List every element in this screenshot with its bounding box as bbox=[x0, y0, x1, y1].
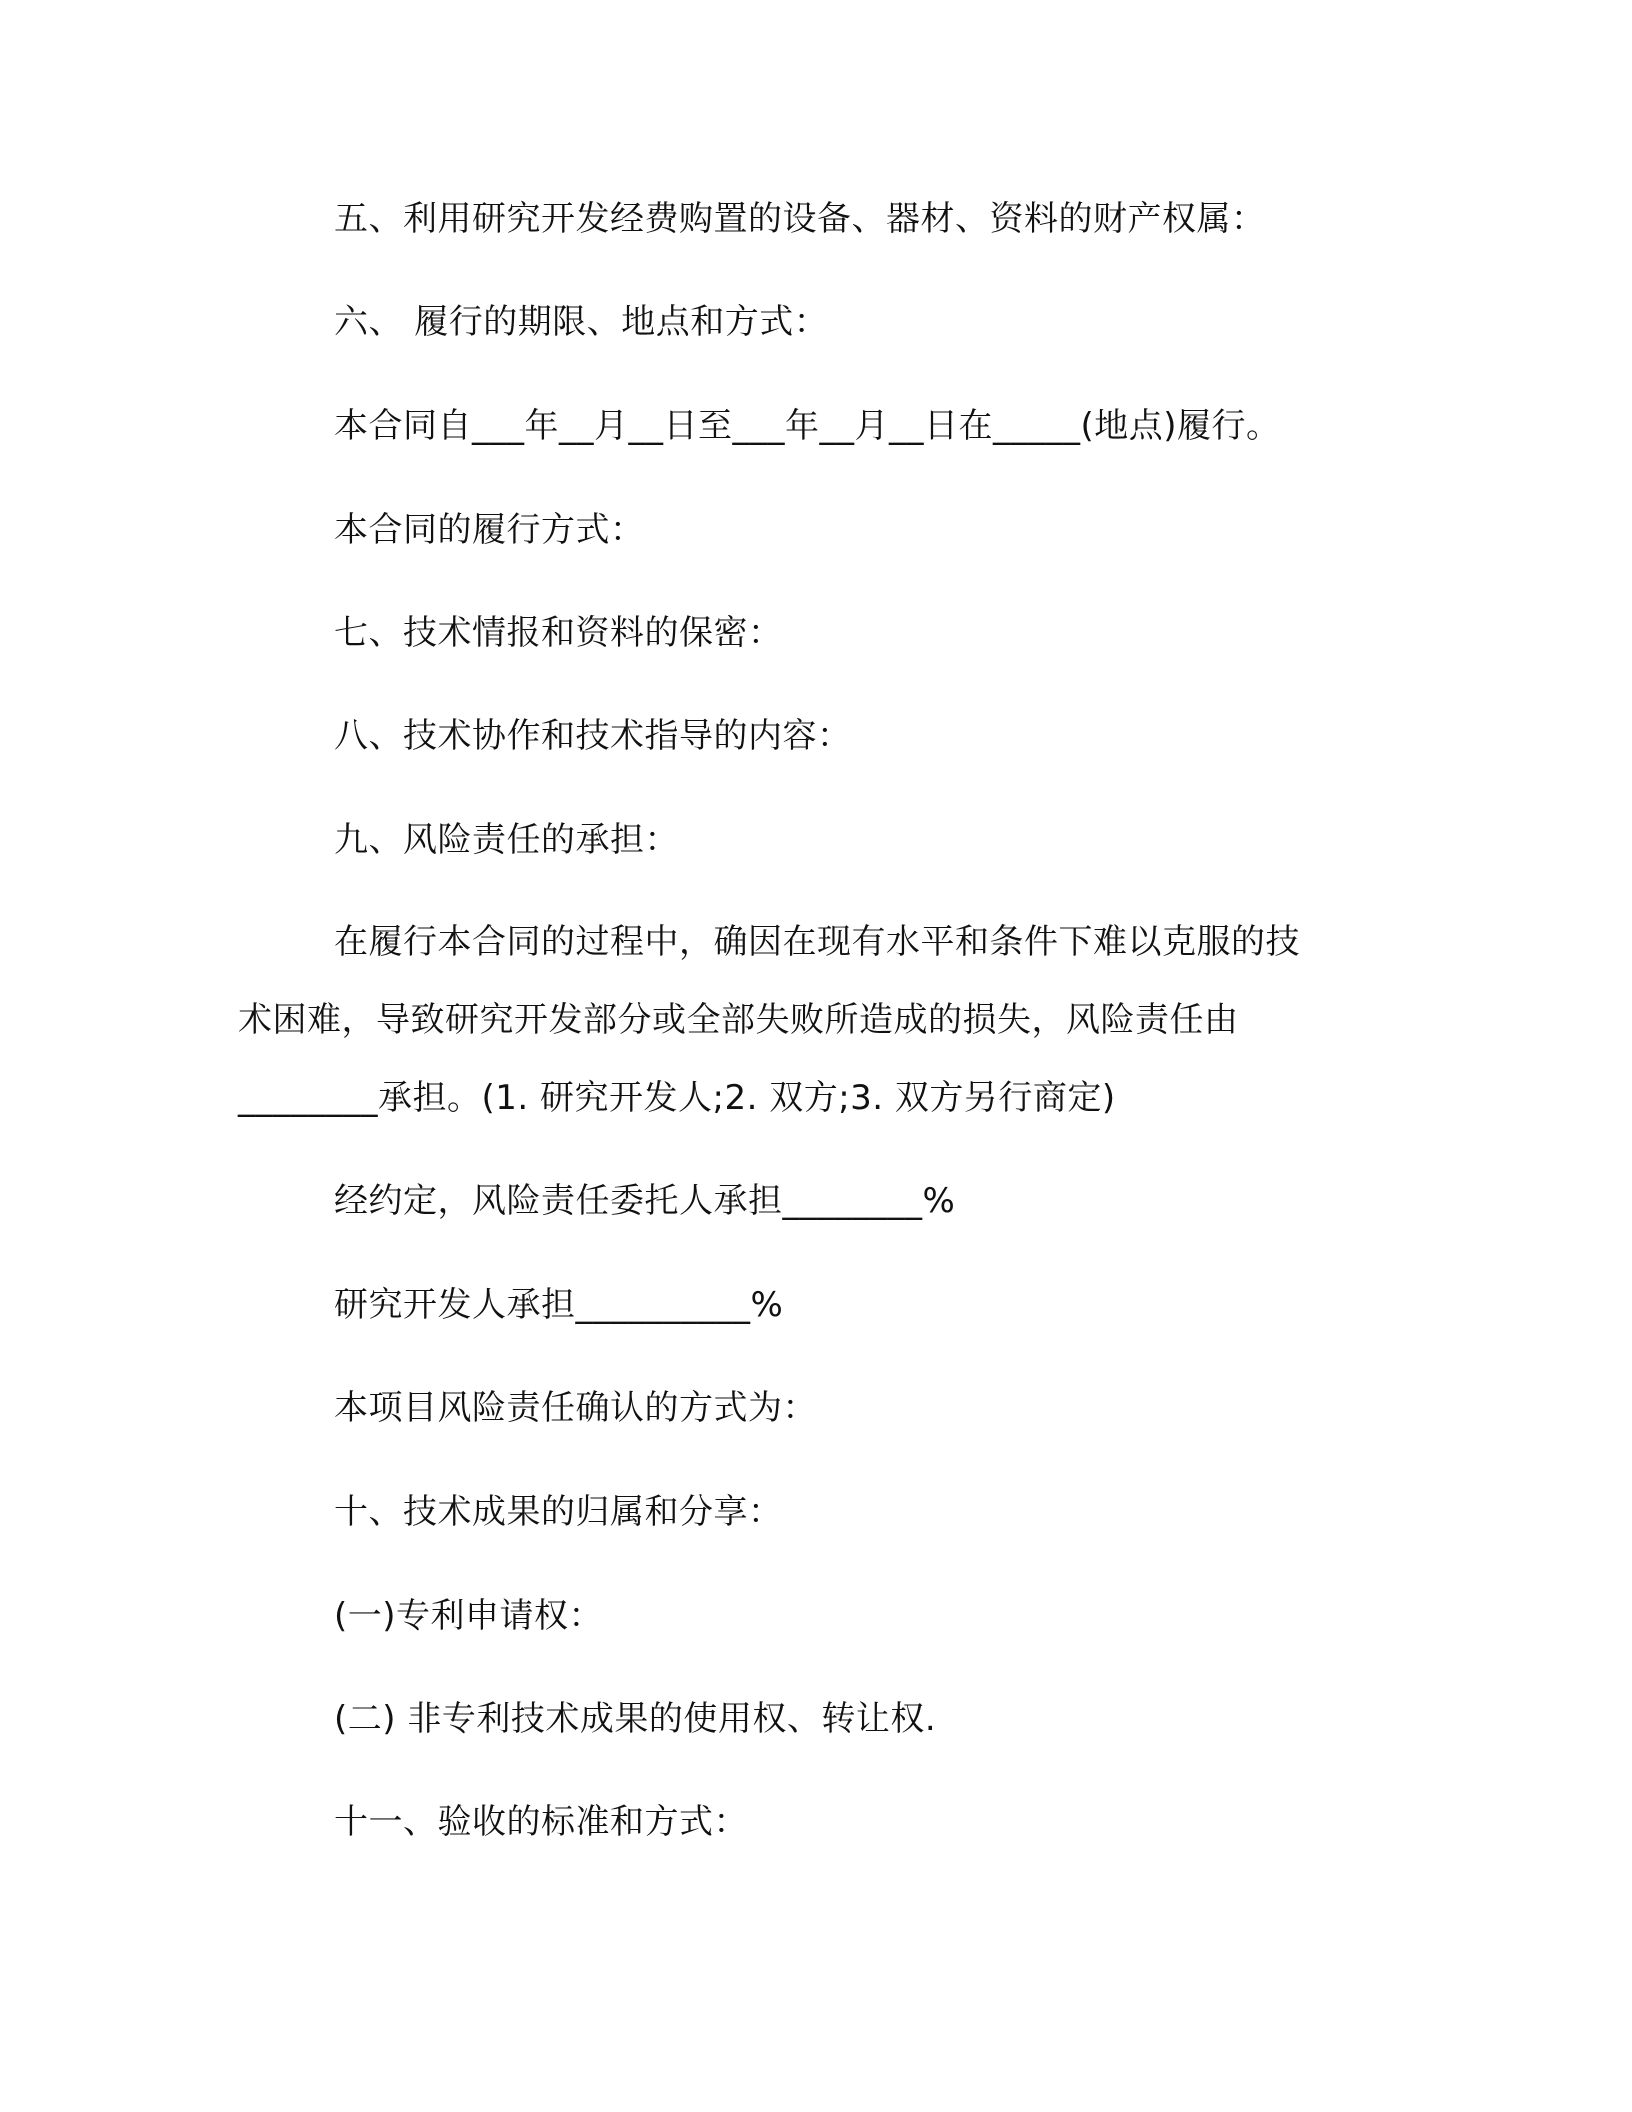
risk-paragraph-line-1: 在履行本合同的过程中，确因在现有水平和条件下难以克服的技 bbox=[334, 922, 1300, 962]
performance-method-label: 本合同的履行方式： bbox=[334, 510, 645, 550]
section-11-heading: 十一、验收的标准和方式： bbox=[334, 1802, 748, 1842]
section-7-heading: 七、技术情报和资料的保密： bbox=[334, 613, 783, 653]
section-9-heading: 九、风险责任的承担： bbox=[334, 820, 679, 860]
risk-paragraph-line-3: ________承担。(1. 研究开发人;2. 双方;3. 双方另行商定) bbox=[238, 1078, 1116, 1118]
section-8-heading: 八、技术协作和技术指导的内容： bbox=[334, 716, 852, 756]
non-patent-usage-right: (二) 非专利技术成果的使用权、转让权. bbox=[334, 1699, 937, 1739]
section-6-heading: 六、 履行的期限、地点和方式： bbox=[334, 302, 829, 342]
client-risk-share-text: 经约定，风险责任委托人承担________% bbox=[334, 1181, 956, 1221]
patent-application-right: (一)专利申请权： bbox=[334, 1596, 604, 1636]
risk-confirmation-text: 本项目风险责任确认的方式为： bbox=[334, 1388, 817, 1428]
risk-paragraph-line-2: 术困难，导致研究开发部分或全部失败所造成的损失，风险责任由 bbox=[238, 1000, 1239, 1040]
section-5-heading: 五、利用研究开发经费购置的设备、器材、资料的财产权属： bbox=[334, 199, 1266, 239]
performance-period-text: 本合同自___年__月__日至___年__月__日在_____(地点)履行。 bbox=[334, 406, 1281, 446]
developer-risk-share-text: 研究开发人承担__________% bbox=[334, 1285, 784, 1325]
section-10-heading: 十、技术成果的归属和分享： bbox=[334, 1492, 783, 1532]
